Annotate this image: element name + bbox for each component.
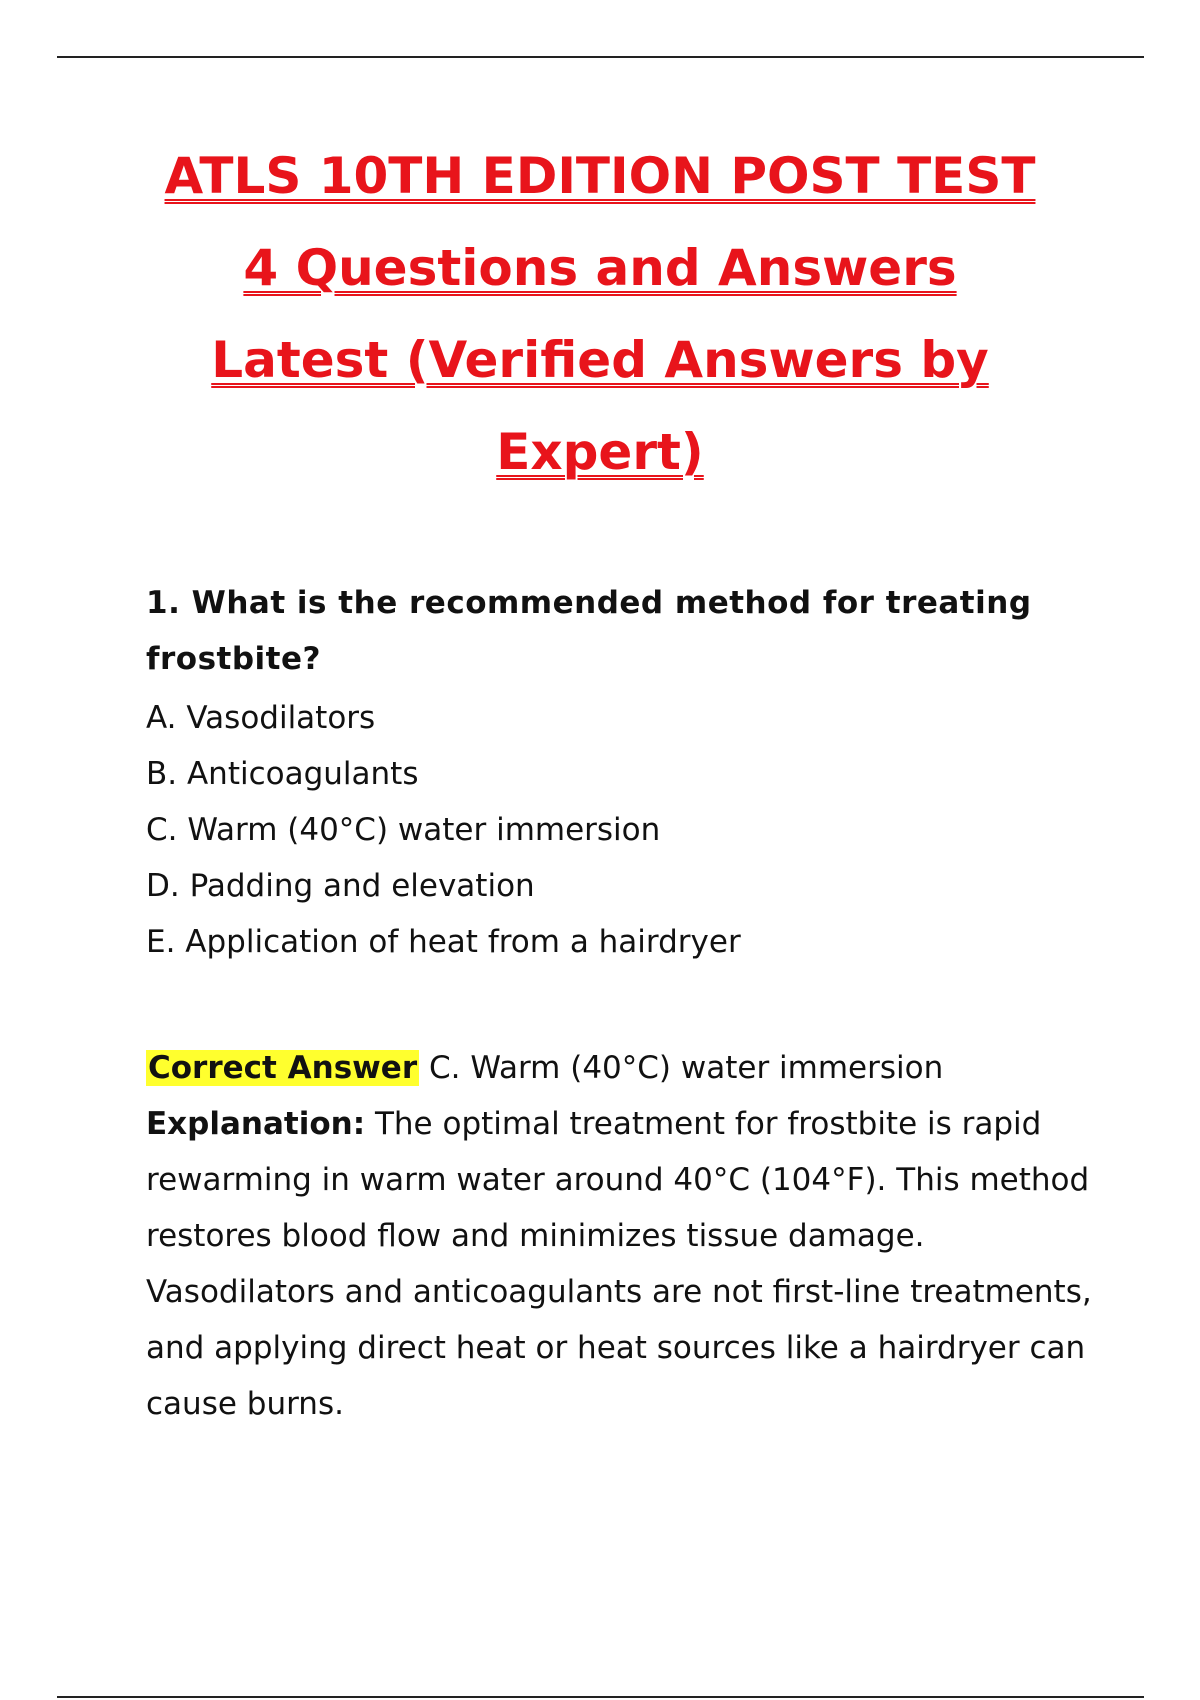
bottom-divider xyxy=(57,1696,1144,1698)
explanation-label: Explanation: xyxy=(146,1106,366,1142)
correct-answer-value: C. Warm (40°C) water immersion xyxy=(419,1050,944,1086)
title-line-2: 4 Questions and Answers xyxy=(243,239,957,297)
correct-answer-line xyxy=(146,1040,1106,1096)
title-line-3: Latest (Verified Answers by xyxy=(211,331,989,389)
correct-answer-label: Correct Answer xyxy=(148,1050,418,1086)
top-divider xyxy=(57,56,1144,58)
option-c: C. Warm (40°C) water immersion xyxy=(146,812,661,848)
option-d: D. Padding and elevation xyxy=(146,868,535,904)
title-line-4: Expert) xyxy=(496,423,704,481)
option-e: E. Application of heat from a hairdryer xyxy=(146,924,741,960)
explanation-text: The optimal treatment for frostbite is rapid rewarming in warm water around 40°C (104°F). This method restores blood flow and minimizes tissue damage. Vasodilators and anticoagulants are not first-line treatments, and applying direct heat or heat sources like a hairdryer can cause burns. xyxy=(146,1106,1092,1422)
question-text: 1. What is the recommended method for treating frostbite? xyxy=(146,585,1032,677)
option-b: B. Anticoagulants xyxy=(146,756,419,792)
answer-options xyxy=(146,690,1106,970)
explanation-paragraph xyxy=(146,1096,1106,1432)
title-line-1: ATLS 10TH EDITION POST TEST xyxy=(164,147,1036,205)
option-a: A. Vasodilators xyxy=(146,700,376,736)
page-title xyxy=(100,130,1100,498)
